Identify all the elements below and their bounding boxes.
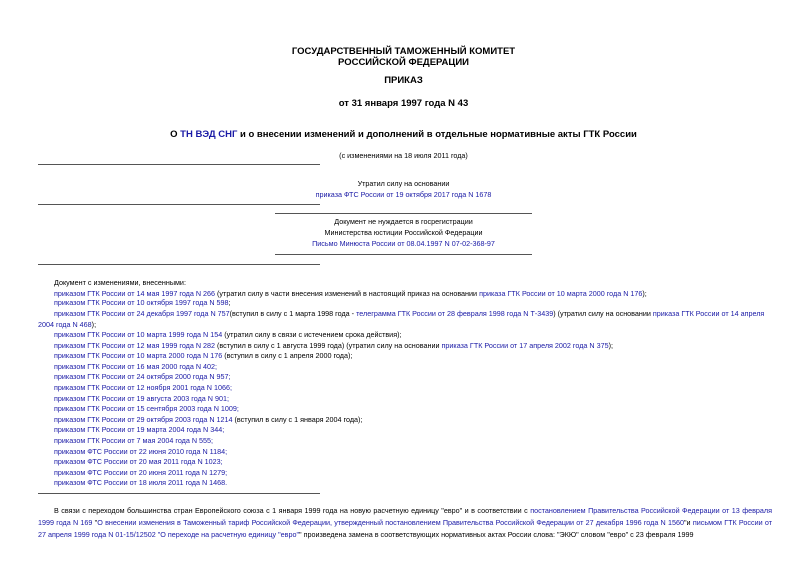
list-item: приказом ГТК России от 29 октября 2003 года N 1214 (вступил в силу с 1 января 2004 года); xyxy=(54,415,363,424)
divider xyxy=(38,264,320,265)
lost-force-link[interactable]: приказа ФТС России от 19 октября 2017 года N 1678 xyxy=(315,190,492,199)
amendment-link[interactable]: приказом ГТК России от 7 мая 2004 года N 555; xyxy=(54,436,214,445)
amendment-link[interactable]: приказа ГТК России от 14 апреля xyxy=(652,309,765,318)
list-item: приказом ГТК России от 14 мая 1997 года N 266 (утратил силу в части внесения изменений в настоящий приказ на основании приказа ГТК России от 10 марта 2000 года N 176); xyxy=(54,289,647,298)
list-item: приказом ГТК России от 10 октября 1997 года N 598; xyxy=(54,298,231,307)
title-suffix: и о внесении изменений и дополнений в отдельные нормативные акты ГТК России xyxy=(237,129,637,140)
list-item: приказом ГТК России от 24 декабря 1997 года N 757(вступил в силу с 1 марта 1998 года - телеграмма ГТК России от 28 февраля 1998 года N Т-3439) (утратил силу на основании приказа ГТК России от 14 апреля xyxy=(54,309,765,318)
registration-link[interactable]: Письмо Минюста России от 08.04.1997 N 07-02-368-97 xyxy=(312,239,495,248)
amendment-link[interactable]: приказом ФТС России от 18 июля 2011 года N 1468. xyxy=(54,478,228,487)
doc-type: ПРИКАЗ xyxy=(384,75,423,86)
divider xyxy=(275,254,532,255)
amendment-link[interactable]: приказом ГТК России от 12 мая 1999 года N 282 xyxy=(54,341,216,350)
amendment-link[interactable]: приказом ФТС России от 22 июня 2010 года N 1184; xyxy=(54,447,228,456)
amendment-link[interactable]: приказом ФТС России от 20 мая 2011 года N 1023; xyxy=(54,457,223,466)
doc-title xyxy=(0,129,807,140)
amendment-link[interactable]: приказом ГТК России от 12 ноября 2001 года N 1066; xyxy=(54,383,232,392)
org-name xyxy=(0,46,807,68)
registration-line-1: Документ не нуждается в госрегистрации xyxy=(334,217,473,226)
lost-force-text: Утратил силу на основании xyxy=(357,179,450,188)
amendment-link[interactable]: приказом ФТС России от 20 июня 2011 года N 1279; xyxy=(54,468,228,477)
amendment-link[interactable]: приказом ГТК России от 10 марта 1999 года N 154 xyxy=(54,330,223,339)
title-prefix: О xyxy=(170,129,181,140)
list-item: приказом ГТК России от 10 марта 1999 года N 154 (утратил силу в связи с истечением срока действия); xyxy=(54,330,402,339)
amendment-link[interactable]: телеграмма ГТК России от 28 февраля 1998 года N Т-3439 xyxy=(356,309,554,318)
decree-link[interactable]: О внесении изменения в Таможенный тариф Российской Федерации, утвержденный постановлением Правительства Российской Федерации от 27 декабря 1996 года N 1560 xyxy=(97,518,684,527)
list-item: приказом ГТК России от 10 марта 2000 года N 176 (вступил в силу с 1 апреля 2000 года); xyxy=(54,351,353,360)
decree-link[interactable]: постановлением Правительства Российской Федерации от 13 февраля 1999 года N 169 xyxy=(38,506,772,527)
org-line-2: РОССИЙСКОЙ ФЕДЕРАЦИИ xyxy=(337,57,469,68)
amendment-link[interactable]: приказом ГТК России от 10 октября 1997 года N 598 xyxy=(54,298,229,307)
amendment-link[interactable]: приказом ГТК России от 10 марта 2000 года N 176 xyxy=(54,351,223,360)
amendment-link[interactable]: приказом ГТК России от 19 марта 2004 года N 344; xyxy=(54,425,225,434)
amendment-link[interactable]: приказом ГТК России от 29 октября 2003 года N 1214 xyxy=(54,415,233,424)
doc-date: от 31 января 1997 года N 43 xyxy=(338,98,469,109)
amendment-link[interactable]: приказом ГТК России от 15 сентября 2003 года N 1009; xyxy=(54,404,239,413)
body-paragraph: В связи с переходом большинства стран Европейского союза с 1 января 1999 года на новую расчетную единицу "евро" и в соответствии с постановлением Правительства Российской Федерации от 13 февраля 1999 года N 169 "О внесении изменения в Таможенный тариф Российской Федерации, утвержденный постановлением Правительства Российской Федерации от 27 декабря 1996 года N 1560"и письмом ГТК России от 27 апреля 1999 года N 01-15/12502 "О переходе на расчетную единицу "евро"" произведена замена в соответствующих нормативных актах России слова: "ЭКЮ" словом "евро" с 23 февраля 1999 xyxy=(38,506,772,539)
list-item-continuation: 2004 года N 468); xyxy=(38,320,97,329)
edition-note: (с изменениями на 18 июля 2011 года) xyxy=(339,151,468,160)
amendment-link[interactable]: приказом ГТК России от 24 декабря 1997 года N 757 xyxy=(54,309,230,318)
amendment-link[interactable]: приказа ГТК России от 17 апреля 2002 года N 375 xyxy=(441,341,609,350)
list-item: приказом ГТК России от 12 мая 1999 года N 282 (вступил в силу с 1 августа 1999 года) (утратил силу на основании приказа ГТК России от 17 апреля 2002 года N 375); xyxy=(54,341,613,350)
amendment-link[interactable]: приказом ГТК России от 14 мая 1997 года N 266 xyxy=(54,289,216,298)
amendment-link[interactable]: приказом ГТК России от 24 октября 2000 года N 957; xyxy=(54,372,231,381)
divider xyxy=(38,204,320,205)
amendment-link[interactable]: приказа ГТК России от 10 марта 2000 года N 176 xyxy=(479,289,643,298)
amendment-link[interactable]: приказом ГТК России от 16 мая 2000 года N 402; xyxy=(54,362,218,371)
registration-line-2: Министерства юстиции Российской Федерации xyxy=(324,228,483,237)
letter-link[interactable]: письмом ГТК России от 27 апреля 1999 года N 01-15/12502 "О переходе на расчетную единицу "евро" xyxy=(38,518,772,539)
amendment-link[interactable]: приказом ГТК России от 19 августа 2003 года N 901; xyxy=(54,394,229,403)
divider xyxy=(38,493,320,494)
org-line-1: ГОСУДАРСТВЕННЫЙ ТАМОЖЕННЫЙ КОМИТЕТ xyxy=(291,46,516,57)
amendment-link[interactable]: 2004 года N 468 xyxy=(38,320,92,329)
divider xyxy=(275,213,532,214)
changes-intro: Документ с изменениями, внесенными: xyxy=(54,278,186,287)
divider xyxy=(38,164,320,165)
title-link-tnved[interactable]: ТН ВЭД СНГ xyxy=(180,129,238,140)
